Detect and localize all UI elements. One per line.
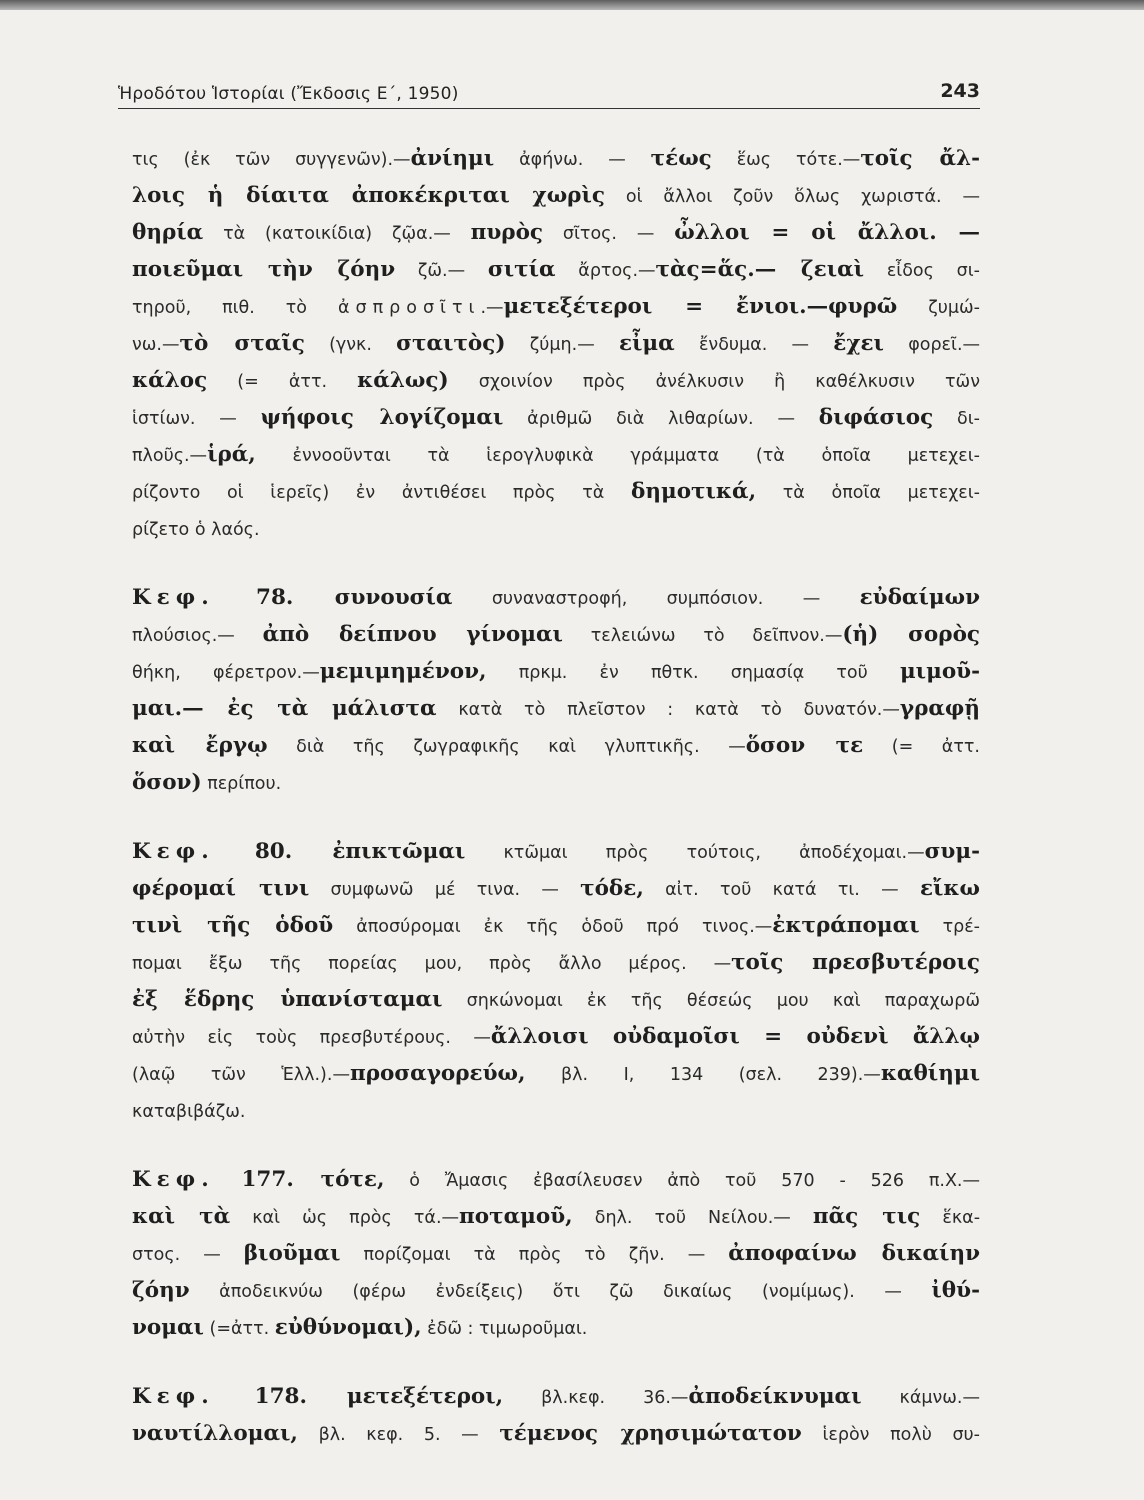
lemma-term: ἔχει <box>833 331 884 356</box>
lemma-term: Κεφ. <box>132 1384 215 1409</box>
lemma-term: Κεφ. <box>132 585 215 610</box>
gloss-text: ἀποσύρομαι ἐκ τῆς ὁδοῦ πρό τινος.— <box>333 917 773 937</box>
lemma-term: δημοτικά, <box>631 479 757 504</box>
text-line <box>132 288 980 325</box>
gloss-text: πλούσιος.— <box>132 626 263 646</box>
text-line <box>132 1092 980 1129</box>
gloss-text: τις (ἐκ τῶν συγγενῶν).— <box>132 150 411 170</box>
gloss-text: σχοινίον πρὸς ἀνέλκυσιν ἢ καθέλκυσιν τῶν <box>448 372 980 392</box>
text-line <box>132 362 980 399</box>
text-line <box>132 690 980 727</box>
lemma-term: καὶ ἔργῳ <box>132 733 268 758</box>
text-line <box>132 981 980 1018</box>
lemma-term: ἀποφαίνω δικαίην <box>728 1241 980 1266</box>
lemma-term: Κεφ. <box>132 1167 215 1192</box>
lemma-term: ἀποδείκνυμαι <box>688 1384 862 1409</box>
gloss-text: ρίζετο ὁ λαός. <box>132 520 260 540</box>
text-line <box>132 727 980 764</box>
lemma-term: σιτία <box>487 257 556 282</box>
lemma-term: τέμενος χρησιμώτατον <box>499 1421 802 1446</box>
lemma-term: τοῖς ἄλ- <box>860 146 980 171</box>
gloss-text: συναναστροφή, συμπόσιον. — <box>452 589 860 609</box>
lemma-term: μεμιμημένον, <box>319 659 487 684</box>
text-line <box>132 325 980 362</box>
gloss-text: ἐννοοῦνται τὰ ἱερογλυφικὰ γράμματα (τὰ ὁποῖα μετεχει- <box>255 446 980 466</box>
lemma-term: (ἡ) σορὸς <box>842 622 980 647</box>
gloss-text: κτῶμαι πρὸς τούτοις, ἀποδέχομαι.— <box>465 843 925 863</box>
gloss-text: πλοῦς.— <box>132 446 208 466</box>
lemma-term: ψήφοις λογίζομαι <box>260 405 504 430</box>
text-line <box>132 1235 980 1272</box>
lemma-term: 80. <box>214 839 333 864</box>
lemma-term: εἶμα <box>618 331 675 356</box>
running-head <box>118 82 980 109</box>
gloss-text: ἔνδυμα. — <box>674 335 834 355</box>
gloss-text: πομαι ἔξω τῆς πορείας μου, πρὸς ἄλλο μέρος. — <box>132 954 732 974</box>
gloss-text: τὰ ὁποῖα μετεχει- <box>756 483 980 503</box>
text-line <box>132 214 980 251</box>
lemma-term: μετεξέτεροι = ἔνιοι.—φυρῶ <box>503 294 898 319</box>
lemma-term: συνουσία <box>334 585 453 610</box>
text-line <box>132 510 980 547</box>
gloss-text: καταβιβάζω. <box>132 1102 246 1122</box>
gloss-text: κατὰ τὸ πλεῖστον : κατὰ τὸ δυνατόν.— <box>436 700 900 720</box>
lemma-term: ὅσον τε <box>745 733 864 758</box>
gloss-text: .— <box>480 298 504 318</box>
gloss-text: ρίζοντο οἱ ἱερεῖς) ἐν ἀντιθέσει πρὸς τὰ <box>132 483 631 503</box>
gloss-text: (λαῷ τῶν Ἑλλ.).— <box>132 1065 350 1085</box>
body-text <box>132 140 980 1452</box>
text-line <box>132 251 980 288</box>
text-line <box>132 1055 980 1092</box>
gloss-text: ὁ Ἄμασις ἐβασίλευσεν ἀπὸ τοῦ 570 - 526 π.Χ.— <box>384 1171 980 1191</box>
lemma-term: 177. <box>214 1167 321 1192</box>
lemma-term: 178. <box>214 1384 347 1409</box>
lemma-term: μαι.— ἐς τὰ μάλιστα <box>132 696 437 721</box>
lemma-term: τινὶ τῆς ὁδοῦ <box>132 913 334 938</box>
gloss-text: (= ἀττ. <box>863 737 980 757</box>
lemma-term: καθίημι <box>880 1061 980 1086</box>
text-line <box>132 436 980 473</box>
text-line <box>132 1415 980 1452</box>
lemma-term: γραφῇ <box>899 696 980 721</box>
gloss-text: ἱερὸν πολὺ συ- <box>801 1425 980 1445</box>
lemma-term: πυρὸς <box>470 220 544 245</box>
gloss-text: καὶ ὡς πρὸς τά.— <box>230 1208 460 1228</box>
gloss-text: (= ἀττ. <box>207 372 358 392</box>
lemma-term: ἐπικτῶμαι <box>332 839 466 864</box>
lemma-term: βιοῦμαι <box>243 1241 341 1266</box>
gloss-text: ζύμη.— <box>505 335 619 355</box>
gloss-text: συμφωνῶ μέ τινα. — <box>309 880 581 900</box>
lemma-term: ἐξ ἕδρης ὑπανίσταμαι <box>132 987 443 1012</box>
text-line <box>132 1161 980 1198</box>
gloss-text: δι- <box>933 409 980 429</box>
lemma-term: νομαι <box>132 1315 204 1340</box>
gloss-text: ἀφήνω. — <box>494 150 651 170</box>
gloss-text: ἀσπροσῖτι <box>337 298 481 318</box>
gloss-text: τηροῦ, πιθ. τὸ <box>132 298 338 318</box>
text-line <box>132 399 980 436</box>
lemma-term: κάλος <box>132 368 208 393</box>
text-line <box>132 1309 980 1346</box>
gloss-text: σηκώνομαι ἐκ τῆς θέσεώς μου καὶ παραχωρῶ <box>442 991 980 1011</box>
text-line <box>132 1272 980 1309</box>
gloss-text: εἶδος σι- <box>864 261 980 281</box>
gloss-text: οἱ ἄλλοι ζοῦν ὅλως χωριστά. — <box>604 187 980 207</box>
lemma-term: ζόην <box>132 1278 190 1303</box>
text-line <box>132 1198 980 1235</box>
lemma-term: τὸ σταῖς <box>179 331 305 356</box>
gloss-text: (=ἀττ. <box>203 1319 275 1339</box>
gloss-text: τὰ (κατοικίδια) ζῷα.— <box>203 224 471 244</box>
text-line <box>132 764 980 801</box>
gloss-text: τρέ- <box>919 917 980 937</box>
gloss-text: βλ. κεφ. 5. — <box>297 1425 500 1445</box>
lemma-term: ναυτίλλομαι, <box>132 1421 298 1446</box>
lemma-term: συμ- <box>924 839 980 864</box>
gloss-text: περίπου. <box>201 774 282 794</box>
gloss-text: (γνκ. <box>304 335 397 355</box>
text-line <box>132 616 980 653</box>
gloss-text: ζῶ.— <box>395 261 488 281</box>
lemma-term: ὦλλοι = οἱ ἄλλοι. — <box>674 220 980 245</box>
text-line <box>132 870 980 907</box>
gloss-text: στος. — <box>132 1245 244 1265</box>
gloss-text: ἀποδεικνύω (φέρω ἐνδείξεις) ὅτι ζῶ δικαίως (νομίμως). — <box>189 1282 932 1302</box>
gloss-text: νω.— <box>132 335 180 355</box>
text-line <box>132 833 980 870</box>
text-line <box>132 653 980 690</box>
lemma-term: σταιτὸς) <box>396 331 506 356</box>
gloss-text: ἕκα- <box>920 1208 980 1228</box>
gloss-text: τελειώνω τὸ δεῖπνον.— <box>562 626 843 646</box>
gloss-text: ἀριθμῶ διὰ λιθαρίων. — <box>503 409 819 429</box>
text-line <box>132 944 980 981</box>
lemma-term: διφάσιος <box>818 405 934 430</box>
lemma-term: εἴκω <box>919 876 980 901</box>
gloss-text: ἱστίων. — <box>132 409 261 429</box>
text-line <box>132 1378 980 1415</box>
lemma-term: μετεξέτεροι, <box>346 1384 504 1409</box>
gloss-text: κάμνω.— <box>861 1388 980 1408</box>
lemma-term: Κεφ. <box>132 839 215 864</box>
lemma-term: λοις ἡ δίαιτα ἀποκέκριται χωρὶς <box>132 183 605 208</box>
lemma-term: ἱρά, <box>207 442 256 467</box>
lemma-term: ποταμοῦ, <box>459 1204 573 1229</box>
gloss-text: βλ. Ι, 134 (σελ. 239).— <box>525 1065 881 1085</box>
running-head-title: Ἡροδότου Ἱστορίαι (Ἔκδοσις Ε΄, 1950) <box>118 84 459 104</box>
gloss-text: πορίζομαι τὰ πρὸς τὸ ζῆν. — <box>340 1245 729 1265</box>
gloss-text: φορεῖ.— <box>883 335 980 355</box>
lemma-term: τέως <box>650 146 712 171</box>
gloss-text: ἕως τότε.— <box>711 150 861 170</box>
lemma-term: ἀπὸ δείπνου γίνομαι <box>262 622 563 647</box>
lemma-term: πᾶς τις <box>812 1204 921 1229</box>
text-line <box>132 1018 980 1055</box>
gloss-text: ἐδῶ : τιμωροῦμαι. <box>421 1319 588 1339</box>
text-line <box>132 907 980 944</box>
gloss-text: βλ.κεφ. 36.— <box>503 1388 689 1408</box>
gloss-text: σῖτος. — <box>543 224 675 244</box>
gloss-text: ζυμώ- <box>897 298 980 318</box>
gloss-text: αἰτ. τοῦ κατά τι. — <box>643 880 920 900</box>
lemma-term: ἰθύ- <box>931 1278 980 1303</box>
lemma-term: προσαγορεύω, <box>349 1061 526 1086</box>
lemma-term: τόδε, <box>580 876 644 901</box>
gloss-text: ἄρτος.— <box>555 261 656 281</box>
page-number: 243 <box>940 80 980 102</box>
gloss-text: διὰ τῆς ζωγραφικῆς καὶ γλυπτικῆς. — <box>267 737 746 757</box>
lemma-term: τότε, <box>320 1167 385 1192</box>
gloss-text: δηλ. τοῦ Νείλου.— <box>572 1208 813 1228</box>
lemma-term: ἐκτράπομαι <box>772 913 920 938</box>
gloss-text: αὐτὴν εἰς τοὺς πρεσβυτέρους. — <box>132 1028 491 1048</box>
gloss-text: θήκη, φέρετρον.— <box>132 663 320 683</box>
lemma-term: μιμοῦ- <box>899 659 980 684</box>
lemma-term: θηρία <box>132 220 204 245</box>
lemma-term: τοῖς πρεσβυτέροις <box>731 950 980 975</box>
text-line <box>132 140 980 177</box>
lemma-term: ἀνίημι <box>410 146 495 171</box>
lemma-term: κάλως) <box>357 368 449 393</box>
lemma-term: εὐδαίμων <box>859 585 980 610</box>
lemma-term: ποιεῦμαι τὴν ζόην <box>132 257 396 282</box>
lemma-term: τὰς=ἅς.— ζειαὶ <box>655 257 865 282</box>
text-line <box>132 473 980 510</box>
text-line <box>132 177 980 214</box>
lemma-term: 78. <box>214 585 335 610</box>
lemma-term: εὐθύνομαι), <box>274 1315 422 1340</box>
lemma-term: ὅσον) <box>132 770 202 795</box>
gloss-text: πρκμ. ἐν πθτκ. σημασίᾳ τοῦ <box>486 663 900 683</box>
lemma-term: ἄλλοισι οὐδαμοῖσι = οὐδενὶ ἄλλῳ <box>490 1024 980 1049</box>
text-line <box>132 579 980 616</box>
lemma-term: φέρομαί τινι <box>132 876 310 901</box>
lemma-term: καὶ τὰ <box>132 1204 231 1229</box>
